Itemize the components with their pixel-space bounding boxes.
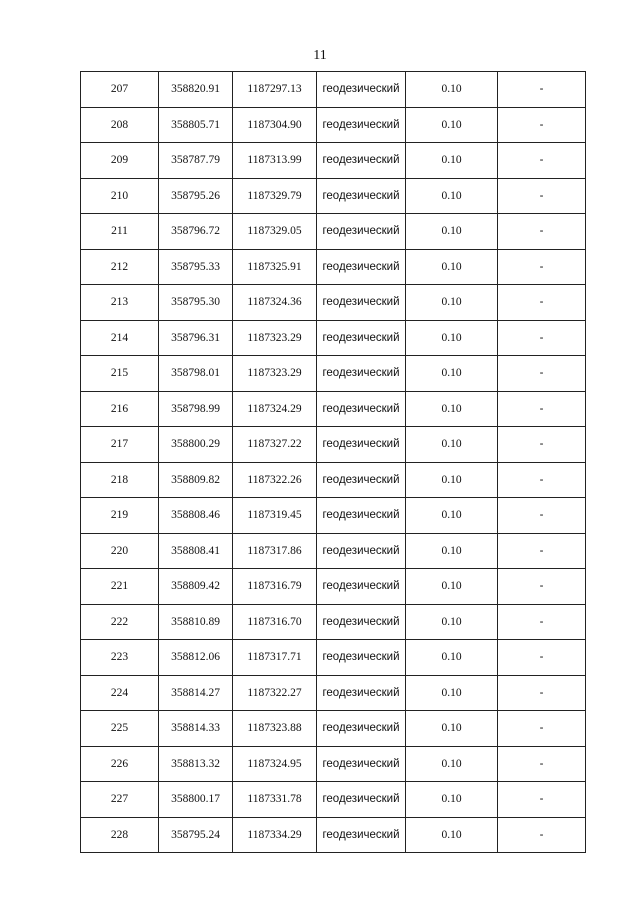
table-row — [81, 107, 586, 143]
accuracy-cell: 0.10 — [406, 711, 498, 747]
table-row — [81, 711, 586, 747]
accuracy-cell: 0.10 — [406, 462, 498, 498]
accuracy-cell: 0.10 — [406, 533, 498, 569]
x-coordinate-cell: 358820.91 — [159, 72, 233, 108]
method-cell: геодезический — [317, 711, 406, 747]
note-cell: - — [498, 427, 586, 463]
accuracy-cell: 0.10 — [406, 285, 498, 321]
table-row — [81, 249, 586, 285]
point-number-cell: 225 — [81, 711, 159, 747]
method-cell: геодезический — [317, 533, 406, 569]
point-number-cell: 216 — [81, 391, 159, 427]
table-row — [81, 320, 586, 356]
table-row — [81, 533, 586, 569]
x-coordinate-cell: 358796.72 — [159, 214, 233, 250]
x-coordinate-cell: 358808.41 — [159, 533, 233, 569]
note-cell: - — [498, 285, 586, 321]
y-coordinate-cell: 1187316.70 — [233, 604, 317, 640]
method-cell: геодезический — [317, 178, 406, 214]
x-coordinate-cell: 358812.06 — [159, 640, 233, 676]
x-coordinate-cell: 358800.29 — [159, 427, 233, 463]
method-cell: геодезический — [317, 427, 406, 463]
x-coordinate-cell: 358809.42 — [159, 569, 233, 605]
method-cell: геодезический — [317, 569, 406, 605]
y-coordinate-cell: 1187317.86 — [233, 533, 317, 569]
table-row — [81, 143, 586, 179]
y-coordinate-cell: 1187317.71 — [233, 640, 317, 676]
x-coordinate-cell: 358787.79 — [159, 143, 233, 179]
coordinates-table — [80, 71, 586, 853]
method-cell: геодезический — [317, 356, 406, 392]
table-row — [81, 675, 586, 711]
accuracy-cell: 0.10 — [406, 214, 498, 250]
table-row — [81, 782, 586, 818]
point-number-cell: 211 — [81, 214, 159, 250]
note-cell: - — [498, 498, 586, 534]
y-coordinate-cell: 1187325.91 — [233, 249, 317, 285]
page-number: 11 — [313, 48, 327, 63]
y-coordinate-cell: 1187334.29 — [233, 817, 317, 853]
point-number-cell: 215 — [81, 356, 159, 392]
accuracy-cell: 0.10 — [406, 72, 498, 108]
y-coordinate-cell: 1187313.99 — [233, 143, 317, 179]
method-cell: геодезический — [317, 782, 406, 818]
y-coordinate-cell: 1187329.79 — [233, 178, 317, 214]
x-coordinate-cell: 358798.01 — [159, 356, 233, 392]
point-number-cell: 213 — [81, 285, 159, 321]
accuracy-cell: 0.10 — [406, 640, 498, 676]
accuracy-cell: 0.10 — [406, 178, 498, 214]
point-number-cell: 223 — [81, 640, 159, 676]
point-number-cell: 221 — [81, 569, 159, 605]
note-cell: - — [498, 782, 586, 818]
y-coordinate-cell: 1187322.26 — [233, 462, 317, 498]
table-row — [81, 214, 586, 250]
y-coordinate-cell: 1187323.29 — [233, 320, 317, 356]
table-row — [81, 498, 586, 534]
note-cell: - — [498, 569, 586, 605]
note-cell: - — [498, 178, 586, 214]
note-cell: - — [498, 214, 586, 250]
accuracy-cell: 0.10 — [406, 249, 498, 285]
x-coordinate-cell: 358805.71 — [159, 107, 233, 143]
point-number-cell: 228 — [81, 817, 159, 853]
point-number-cell: 222 — [81, 604, 159, 640]
table-row — [81, 746, 586, 782]
note-cell: - — [498, 107, 586, 143]
point-number-cell: 227 — [81, 782, 159, 818]
x-coordinate-cell: 358795.30 — [159, 285, 233, 321]
point-number-cell: 212 — [81, 249, 159, 285]
note-cell: - — [498, 356, 586, 392]
point-number-cell: 214 — [81, 320, 159, 356]
point-number-cell: 220 — [81, 533, 159, 569]
accuracy-cell: 0.10 — [406, 817, 498, 853]
method-cell: геодезический — [317, 640, 406, 676]
y-coordinate-cell: 1187297.13 — [233, 72, 317, 108]
accuracy-cell: 0.10 — [406, 675, 498, 711]
point-number-cell: 210 — [81, 178, 159, 214]
note-cell: - — [498, 640, 586, 676]
y-coordinate-cell: 1187322.27 — [233, 675, 317, 711]
table-row — [81, 285, 586, 321]
accuracy-cell: 0.10 — [406, 391, 498, 427]
x-coordinate-cell: 358795.33 — [159, 249, 233, 285]
note-cell: - — [498, 533, 586, 569]
table-row — [81, 178, 586, 214]
y-coordinate-cell: 1187331.78 — [233, 782, 317, 818]
note-cell: - — [498, 143, 586, 179]
x-coordinate-cell: 358795.26 — [159, 178, 233, 214]
point-number-cell: 207 — [81, 72, 159, 108]
table-row — [81, 356, 586, 392]
x-coordinate-cell: 358810.89 — [159, 604, 233, 640]
x-coordinate-cell: 358798.99 — [159, 391, 233, 427]
accuracy-cell: 0.10 — [406, 320, 498, 356]
accuracy-cell: 0.10 — [406, 143, 498, 179]
method-cell: геодезический — [317, 604, 406, 640]
point-number-cell: 226 — [81, 746, 159, 782]
x-coordinate-cell: 358800.17 — [159, 782, 233, 818]
method-cell: геодезический — [317, 746, 406, 782]
y-coordinate-cell: 1187323.88 — [233, 711, 317, 747]
table-row — [81, 817, 586, 853]
point-number-cell: 219 — [81, 498, 159, 534]
x-coordinate-cell: 358808.46 — [159, 498, 233, 534]
method-cell: геодезический — [317, 498, 406, 534]
table-row — [81, 604, 586, 640]
table-row — [81, 427, 586, 463]
table-row — [81, 462, 586, 498]
x-coordinate-cell: 358809.82 — [159, 462, 233, 498]
point-number-cell: 209 — [81, 143, 159, 179]
method-cell: геодезический — [317, 285, 406, 321]
point-number-cell: 208 — [81, 107, 159, 143]
method-cell: геодезический — [317, 143, 406, 179]
note-cell: - — [498, 249, 586, 285]
method-cell: геодезический — [317, 249, 406, 285]
x-coordinate-cell: 358795.24 — [159, 817, 233, 853]
method-cell: геодезический — [317, 462, 406, 498]
point-number-cell: 218 — [81, 462, 159, 498]
accuracy-cell: 0.10 — [406, 498, 498, 534]
accuracy-cell: 0.10 — [406, 782, 498, 818]
method-cell: геодезический — [317, 320, 406, 356]
y-coordinate-cell: 1187316.79 — [233, 569, 317, 605]
method-cell: геодезический — [317, 817, 406, 853]
accuracy-cell: 0.10 — [406, 107, 498, 143]
table-row — [81, 391, 586, 427]
x-coordinate-cell: 358813.32 — [159, 746, 233, 782]
y-coordinate-cell: 1187304.90 — [233, 107, 317, 143]
accuracy-cell: 0.10 — [406, 604, 498, 640]
note-cell: - — [498, 817, 586, 853]
point-number-cell: 217 — [81, 427, 159, 463]
method-cell: геодезический — [317, 107, 406, 143]
x-coordinate-cell: 358796.31 — [159, 320, 233, 356]
x-coordinate-cell: 358814.27 — [159, 675, 233, 711]
note-cell: - — [498, 604, 586, 640]
y-coordinate-cell: 1187324.36 — [233, 285, 317, 321]
y-coordinate-cell: 1187324.29 — [233, 391, 317, 427]
accuracy-cell: 0.10 — [406, 427, 498, 463]
method-cell: геодезический — [317, 214, 406, 250]
note-cell: - — [498, 391, 586, 427]
y-coordinate-cell: 1187327.22 — [233, 427, 317, 463]
note-cell: - — [498, 746, 586, 782]
method-cell: геодезический — [317, 391, 406, 427]
y-coordinate-cell: 1187329.05 — [233, 214, 317, 250]
accuracy-cell: 0.10 — [406, 569, 498, 605]
note-cell: - — [498, 711, 586, 747]
x-coordinate-cell: 358814.33 — [159, 711, 233, 747]
note-cell: - — [498, 462, 586, 498]
method-cell: геодезический — [317, 675, 406, 711]
method-cell: геодезический — [317, 72, 406, 108]
y-coordinate-cell: 1187324.95 — [233, 746, 317, 782]
accuracy-cell: 0.10 — [406, 356, 498, 392]
note-cell: - — [498, 675, 586, 711]
y-coordinate-cell: 1187323.29 — [233, 356, 317, 392]
accuracy-cell: 0.10 — [406, 746, 498, 782]
coordinates-table-body — [81, 72, 586, 853]
table-row — [81, 640, 586, 676]
note-cell: - — [498, 320, 586, 356]
y-coordinate-cell: 1187319.45 — [233, 498, 317, 534]
table-row — [81, 569, 586, 605]
note-cell: - — [498, 72, 586, 108]
point-number-cell: 224 — [81, 675, 159, 711]
table-row — [81, 72, 586, 108]
